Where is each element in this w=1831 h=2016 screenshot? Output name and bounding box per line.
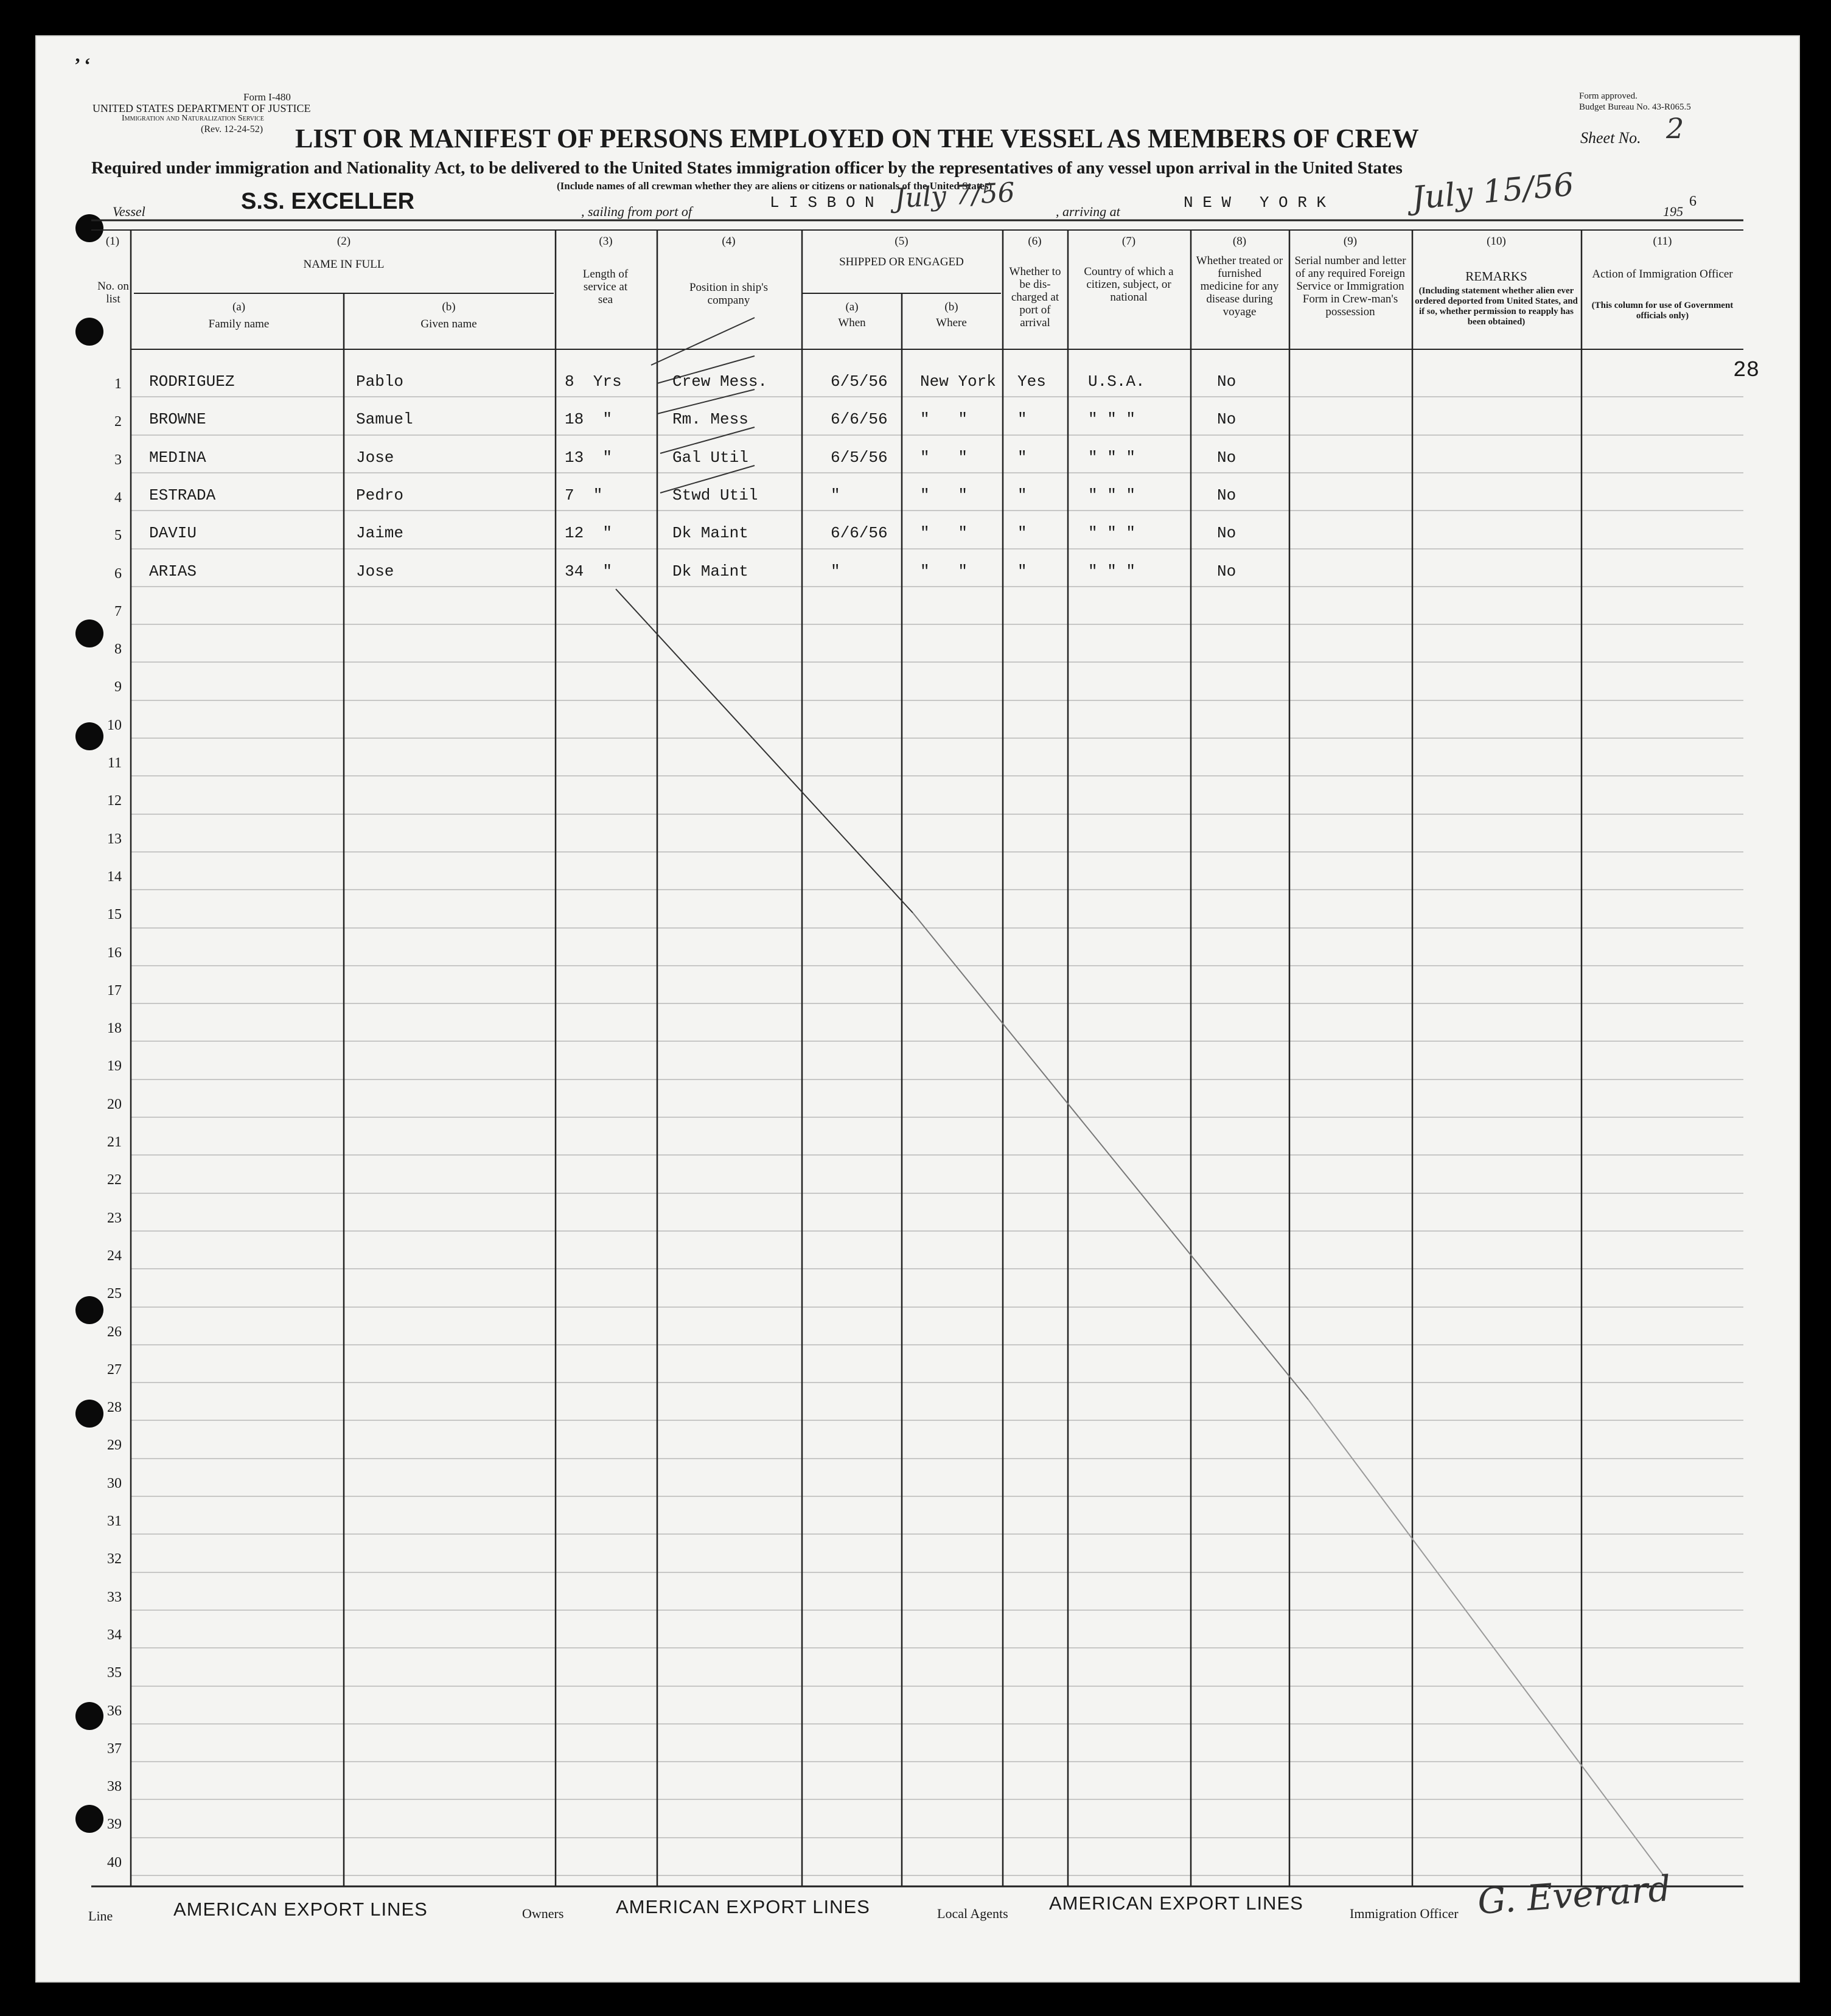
shipped-when: 6/6/56	[831, 410, 888, 428]
col3-number: (3)	[599, 235, 613, 248]
port-to: N E W Y O R K	[1184, 194, 1327, 212]
col5b-header: Where	[936, 316, 967, 329]
shipped-where: " "	[920, 562, 968, 581]
col2-header: NAME IN FULL	[303, 258, 385, 271]
row-number: 27	[107, 1362, 122, 1378]
col5-number: (5)	[895, 235, 909, 248]
agents-name: AMERICAN EXPORT LINES	[1049, 1892, 1303, 1914]
given-name: Pablo	[356, 372, 404, 391]
col6-header: Whether to be dis-charged at port of arrival	[1009, 265, 1061, 329]
discharged: Yes	[1017, 372, 1046, 391]
row-number: 12	[107, 793, 122, 809]
discharged: "	[1017, 448, 1027, 467]
service-length: 8 Yrs	[565, 372, 622, 391]
line-label: Line	[88, 1908, 113, 1924]
col8-header: Whether treated or furnished medicine for any disease during voyage	[1196, 254, 1283, 318]
sailing-label: , sailing from port of	[581, 204, 692, 219]
position: Rm. Mess	[672, 410, 748, 428]
department-name: UNITED STATES DEPARTMENT OF JUSTICE	[92, 102, 311, 114]
country: " " "	[1088, 448, 1136, 467]
given-name: Pedro	[356, 486, 404, 504]
col2a-header: Family name	[208, 318, 270, 330]
position: Dk Maint	[672, 562, 748, 581]
margin-number: 28	[1733, 358, 1760, 383]
vessel-label: Vessel	[113, 204, 145, 219]
year-digit: 6	[1689, 194, 1697, 209]
col9-number: (9)	[1343, 235, 1358, 248]
col1-header: No. on list	[97, 280, 129, 305]
row-number: 36	[107, 1703, 122, 1719]
row-number: 23	[107, 1210, 122, 1226]
form-number: Form I-480	[243, 91, 291, 103]
service-length: 13 "	[565, 448, 613, 467]
row-number: 14	[107, 869, 122, 885]
discharged: "	[1017, 524, 1027, 542]
treated: No	[1217, 372, 1236, 391]
position: Stwd Util	[672, 486, 758, 504]
row-number: 2	[114, 414, 122, 430]
row-number: 11	[107, 755, 122, 771]
date-to: July 15/56	[1410, 166, 1575, 217]
row-number: 19	[107, 1058, 122, 1074]
service-length: 34 "	[565, 562, 613, 581]
shipped-where: " "	[920, 448, 968, 467]
owners-label: Owners	[522, 1906, 564, 1921]
col10-number: (10)	[1487, 235, 1506, 248]
col5-header: SHIPPED OR ENGAGED	[839, 256, 964, 268]
form-subtitle: Required under immigration and Nationality Act, to be delivered to the United States immigration officer by the representatives of any vessel upon arrival in the United States	[91, 158, 1403, 178]
row-number: 40	[107, 1855, 122, 1871]
row-number: 22	[107, 1172, 122, 1188]
col2a-number: (a)	[232, 301, 246, 313]
given-name: Jose	[356, 448, 394, 467]
col4-number: (4)	[722, 235, 736, 248]
shipped-when: 6/5/56	[831, 448, 888, 467]
form-title: LIST OR MANIFEST OF PERSONS EMPLOYED ON THE VESSEL AS MEMBERS OF CREW	[295, 124, 1419, 153]
row-number: 24	[107, 1248, 122, 1264]
treated: No	[1217, 562, 1236, 581]
discharged: "	[1017, 410, 1027, 428]
col8-number: (8)	[1232, 235, 1247, 248]
officer-signature: G. Everard	[1476, 1868, 1672, 1922]
service-length: 12 "	[565, 524, 613, 542]
row-number: 34	[107, 1627, 122, 1643]
given-name: Samuel	[356, 410, 413, 428]
arriving-label: , arriving at	[1056, 204, 1120, 219]
shipped-where: " "	[920, 524, 968, 542]
agents-label: Local Agents	[937, 1906, 1008, 1921]
row-number: 29	[107, 1437, 122, 1453]
budget-bureau: Budget Bureau No. 43-R065.5	[1579, 102, 1691, 112]
row-number: 18	[107, 1020, 122, 1036]
family-name: ESTRADA	[149, 486, 216, 504]
row-number: 37	[107, 1741, 122, 1757]
row-number: 32	[107, 1551, 122, 1567]
family-name: ARIAS	[149, 562, 197, 581]
position: Gal Util	[672, 448, 748, 467]
sheet-label: Sheet No.	[1580, 129, 1641, 147]
shipped-when: 6/5/56	[831, 372, 888, 391]
revision: (Rev. 12-24-52)	[201, 124, 263, 134]
col7-number: (7)	[1121, 235, 1136, 248]
row-number: 16	[107, 945, 122, 961]
shipped-where: New York	[920, 372, 996, 391]
col5a-header: When	[838, 316, 866, 329]
col6-number: (6)	[1028, 235, 1042, 248]
corner-marks: ’ ‘	[74, 54, 91, 75]
service-name: Immigration and Naturalization Service	[122, 114, 264, 123]
country: " " "	[1088, 562, 1136, 581]
country: " " "	[1088, 410, 1136, 428]
col11-number: (11)	[1653, 235, 1672, 248]
col9-header: Serial number and letter of any required Foreign Service or Immigration Form in Crew-man's possession	[1294, 254, 1406, 318]
row-number: 28	[107, 1400, 122, 1415]
service-length: 18 "	[565, 410, 613, 428]
discharged: "	[1017, 486, 1027, 504]
treated: No	[1217, 448, 1236, 467]
row-number: 39	[107, 1816, 122, 1832]
col2b-number: (b)	[442, 301, 456, 313]
col2-number: (2)	[337, 235, 351, 248]
row-number: 1	[114, 376, 122, 392]
col10-note: (Including statement whether alien ever ordered deported from United States, and if so, whether permission to reapply has been obtained)	[1415, 286, 1578, 327]
row-number: 6	[114, 566, 122, 582]
officer-label: Immigration Officer	[1350, 1906, 1459, 1921]
row-number: 38	[107, 1779, 122, 1795]
row-number: 8	[114, 641, 122, 657]
owners-name: AMERICAN EXPORT LINES	[616, 1896, 870, 1917]
year-prefix: 195	[1663, 204, 1683, 219]
treated: No	[1217, 410, 1236, 428]
row-number: 4	[114, 490, 122, 506]
shipped-when: "	[831, 562, 840, 581]
row-number: 33	[107, 1589, 122, 1605]
family-name: RODRIGUEZ	[149, 372, 235, 391]
row-number: 17	[107, 983, 122, 999]
service-length: 7 "	[565, 486, 603, 504]
port-from: L I S B O N	[770, 194, 874, 212]
col2b-header: Given name	[420, 318, 477, 330]
row-number: 26	[107, 1324, 122, 1340]
line-name: AMERICAN EXPORT LINES	[173, 1899, 428, 1920]
shipped-where: " "	[920, 410, 968, 428]
row-number: 7	[114, 604, 122, 619]
family-name: MEDINA	[149, 448, 206, 467]
form-approved: Form approved.	[1579, 91, 1637, 101]
row-number: 30	[107, 1476, 122, 1491]
given-name: Jose	[356, 562, 394, 581]
country: U.S.A.	[1088, 372, 1145, 391]
col4-header: Position in ship's company	[689, 281, 769, 307]
position: Dk Maint	[672, 524, 748, 542]
row-number: 9	[114, 679, 122, 695]
row-number: 13	[107, 831, 122, 847]
row-number: 15	[107, 907, 122, 923]
row-number: 21	[107, 1134, 122, 1150]
col11-header: Action of Immigration Officer	[1592, 268, 1733, 281]
col11-note: (This column for use of Government officials only)	[1591, 301, 1734, 321]
col5b-number: (b)	[944, 301, 958, 313]
row-number: 5	[114, 528, 122, 543]
col10-header: REMARKS	[1465, 269, 1527, 284]
vessel-name: S.S. EXCELLER	[241, 189, 415, 214]
treated: No	[1217, 486, 1236, 504]
country: " " "	[1088, 524, 1136, 542]
row-number: 35	[107, 1665, 122, 1681]
given-name: Jaime	[356, 524, 404, 542]
position: Crew Mess.	[672, 372, 768, 391]
row-number: 20	[107, 1097, 122, 1112]
family-name: DAVIU	[149, 524, 197, 542]
include-note: (Include names of all crewman whether they are aliens or citizens or nationals of the United States)	[557, 180, 992, 192]
treated: No	[1217, 524, 1236, 542]
shipped-when: "	[831, 486, 840, 504]
discharged: "	[1017, 562, 1027, 581]
row-number: 10	[107, 717, 122, 733]
row-number: 31	[107, 1513, 122, 1529]
date-from: July 7/56	[893, 176, 1016, 215]
family-name: BROWNE	[149, 410, 206, 428]
sheet-number: 2	[1666, 112, 1684, 145]
col5a-number: (a)	[845, 301, 859, 313]
shipped-where: " "	[920, 486, 968, 504]
punch-hole	[75, 318, 103, 346]
shipped-when: 6/6/56	[831, 524, 888, 542]
col7-header: Country of which a citizen, subject, or national	[1084, 265, 1174, 304]
row-number: 25	[107, 1286, 122, 1302]
col1-number: (1)	[105, 235, 120, 248]
country: " " "	[1088, 486, 1136, 504]
row-number: 3	[114, 452, 122, 468]
col3-header: Length of service at sea	[582, 268, 629, 306]
